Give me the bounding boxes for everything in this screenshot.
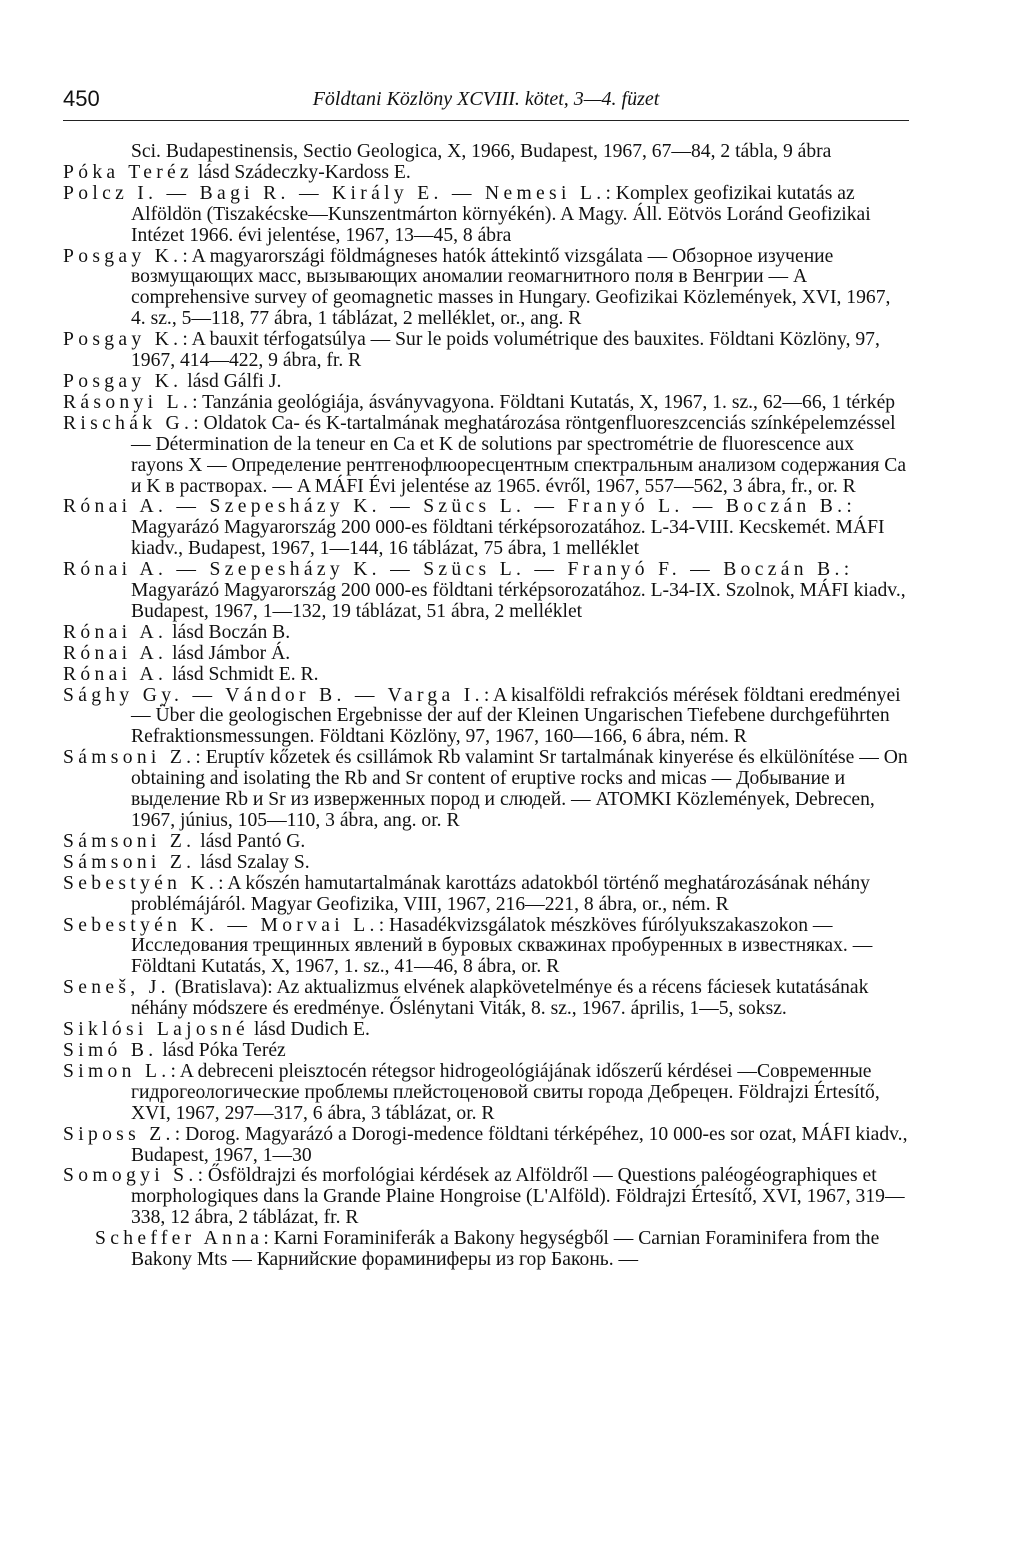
entry-text: lásd Póka Teréz	[157, 1039, 286, 1061]
entry-author: Sebestyén K. — Morvai L.	[63, 914, 379, 936]
entry-text: Sci. Budapestinensis, Sectio Geologica, X, 1966, Budapest, 1967, 67—84, 2 tábla, 9 ábra	[131, 141, 832, 162]
entry-text: : A bauxit térfogatsúlya — Sur le poids volumétrique des bauxites. Földtani Közlöny, 97, 1967, 414—422, 9 ábra, fr. R	[131, 329, 880, 372]
bibliography-entry	[63, 184, 909, 247]
bibliography-entry	[63, 330, 909, 372]
entry-author: Rónai A.	[63, 663, 168, 685]
bibliography-entry	[63, 372, 909, 393]
entry-text: lásd Pantó G.	[195, 830, 306, 852]
entry-author: Rónai A.	[63, 621, 168, 643]
entry-text: : A kisalföldi refrakciós mérések földtani eredményei — Über die geologischen Ergebnisse der auf der Kleinen Ungarischen Tiefebene durchgeführten Refraktionsmessungen. Földtani Közlöny, 97, 1967, 160—166, 6 ábra, ném. R	[131, 684, 901, 748]
bibliography-entry	[63, 1062, 909, 1125]
bibliography-entry	[63, 560, 909, 623]
entry-text: (Bratislava): Az aktualizmus elvének alapkövetelménye és a récens fáciesek kutatásának néhány módszere és eredménye. Őslénytani Viták, 8. sz., 1967. április, 1—5, soksz.	[131, 977, 869, 1020]
running-title: Földtani Közlöny XCVIII. kötet, 3—4. füzet	[312, 88, 660, 110]
entry-text: lásd Szalay S.	[195, 851, 310, 873]
entry-author: Simó B.	[63, 1039, 158, 1061]
entry-author: Rischák G.	[63, 412, 194, 434]
entry-author: Seneš, J.	[63, 977, 170, 999]
bibliography-entry	[63, 832, 909, 853]
entry-text: : Hasadékvizsgálatok mészköves fúrólyukszakaszokon — Исследования трещинных явлений в буровых скважинах пробуренных в известняках. — Földtani Kutatás, X, 1967, 1. sz., 41—46, 8 ábra, or. R	[131, 914, 873, 978]
bibliography-entry	[63, 393, 909, 414]
bibliography-entry	[63, 1166, 909, 1229]
entry-author: Scheffer Anna	[95, 1228, 264, 1250]
entry-text: : Dorog. Magyarázó a Dorogi-medence földtani térképéhez, 10 000-es sor ozat, MÁFI kiadv., Budapest, 1967, 1—30	[131, 1123, 908, 1166]
entry-text: : Karni Foraminiferák a Bakony hegységből — Carnian Foraminifera from the Bakony Mts — Карнийские фораминиферы из гор Баконь. —	[131, 1228, 880, 1271]
entry-author: Siposs Z.	[63, 1123, 175, 1145]
entry-text: lásd Schmidt E. R.	[167, 663, 319, 685]
entry-author: Sághy Gy. — Vándor B. — Varga I.	[63, 684, 484, 706]
entry-text: : A magyarországi földmágneses hatók áttekintő vizsgálata — Обзорное изучение возмущающих масс, вызывающих аномалии геомагнитного поля в Венгрии — A comprehensive survey of geomagnetic masses in Hungary. Geofizikai Közlemények, XVI, 1967, 4. sz., 5—118, 77 ábra, 1 táblázat, 2 melléklet, or., ang. R	[131, 245, 891, 330]
bibliography-entry	[63, 916, 909, 979]
bibliography-entry	[63, 1020, 909, 1041]
entry-text: : Ősföldrajzi és morfológiai kérdések az Alföldről — Questions paléogéographiques et morphologiques dans la Grande Plaine Hongroise (L'Alföld). Földrajzi Értesítő, XVI, 1967, 319—338, 12 ábra, 2 táblázat, fr. R	[131, 1165, 905, 1229]
entry-author: Siklósi Lajosné	[63, 1019, 250, 1041]
bibliography-entry	[63, 414, 909, 498]
entry-text: : Magyarázó Magyarország 200 000-es földtani térképsorozatához. L-34-VIII. Kecskemét. MÁFI kiadv., Budapest, 1967, 1—144, 16 táblázat, 75 ábra, 1 melléklet	[131, 496, 885, 560]
entry-author: Sámsoni Z.	[63, 830, 196, 852]
bibliography-entry	[63, 853, 909, 874]
entry-text: : Tanzánia geológiája, ásványvagyona. Földtani Kutatás, X, 1967, 1. sz., 62—66, 1 térkép	[192, 391, 896, 413]
bibliography-entry	[63, 497, 909, 560]
entry-author: Rónai A. — Szepesházy K. — Szücs L. — Franyó F. — Boczán B.	[63, 559, 844, 581]
bibliography-entry	[63, 1125, 909, 1167]
entry-author: Posgay K.	[63, 245, 183, 267]
entry-author: Polcz I. — Bagi R. — Király E. — Nemesi L.	[63, 182, 606, 204]
entry-author: Somogyi S.	[63, 1165, 198, 1187]
header-rule	[63, 120, 909, 121]
entry-text: lásd Szádeczky-Kardoss E.	[193, 161, 411, 183]
entry-text: : A kőszén hamutartalmának karottázs adatokból történő meghatározásának néhány problémájáról. Magyar Geofizika, VIII, 1967, 216—221, 8 ábra, or., ném. R	[131, 872, 870, 915]
page-header	[63, 86, 909, 116]
bibliography-entry	[63, 665, 909, 686]
entry-author: Sámsoni Z.	[63, 747, 196, 769]
bibliography-entry	[63, 163, 909, 184]
bibliography-entry	[63, 644, 909, 665]
entry-text: : A debreceni pleisztocén rétegsor hidrogeológiájának időszerű kérdései —Современные гидрогеологические проблемы плейстоценовой свиты города Дебрецен. Földrajzi Értesítő, XVI, 1967, 297—317, 6 ábra, 3 táblázat, or. R	[131, 1060, 880, 1124]
bibliography-entry	[63, 623, 909, 644]
entry-author: Posgay K.	[63, 370, 183, 392]
bibliography-entry	[63, 1041, 909, 1062]
bibliography-entry	[63, 1229, 909, 1271]
entry-author: Rásonyi L.	[63, 391, 193, 413]
bibliography-entry	[63, 247, 909, 331]
entry-author: Sámsoni Z.	[63, 851, 196, 873]
entry-text: : Eruptív kőzetek és csillámok Rb valamint Sr tartalmának kinyerése és elkülönítése — On obtaining and isolating the Rb and Sr content of eruptive rocks and micas — Добывание и выделение Rb и Sr из изверженных пород и слюдей. — ATOMKI Közlemények, Debrecen, 1967, június, 105—110, 3 ábra, ang. or. R	[131, 747, 908, 831]
entry-author: Posgay K.	[63, 329, 183, 351]
entry-author: Simon L.	[63, 1060, 171, 1082]
page-number: 450	[63, 86, 100, 111]
bibliography-entry	[63, 748, 909, 832]
bibliography-list	[63, 142, 909, 1271]
entry-text: lásd Dudich E.	[249, 1019, 370, 1041]
bibliography-entry	[63, 874, 909, 916]
bibliography-entry	[63, 686, 909, 749]
entry-text: lásd Gálfi J.	[182, 370, 282, 392]
entry-author: Sebestyén K.	[63, 872, 219, 894]
entry-author: Rónai A.	[63, 642, 168, 664]
entry-text: lásd Boczán B.	[167, 621, 291, 643]
entry-author: Rónai A. — Szepesházy K. — Szücs L. — Franyó L. — Boczán B.	[63, 496, 847, 518]
entry-text: lásd Jámbor Á.	[167, 642, 291, 664]
entry-text: : Oldatok Ca- és K-tartalmának meghatározása röntgenfluoreszcenciás színképelemzéssel — Détermination de la teneur en Ca et K de solutions par spectrométrie de fluorescence aux rayons X — Определение рентгенофлюоресцентным спектральным анализом содержания Ca и K в растворах. — A MÁFI Évi jelentése az 1965. évről, 1967, 557—562, 3 ábra, fr., or. R	[131, 412, 907, 497]
entry-text: : Magyarázó Magyarország 200 000-es földtani térképsorozatához. L-34-IX. Szolnok, MÁFI kiadv., Budapest, 1967, 1—132, 19 táblázat, 51 ábra, 2 melléklet	[131, 559, 906, 622]
bibliography-entry	[63, 142, 909, 163]
bibliography-entry	[63, 978, 909, 1020]
entry-author: Póka Teréz	[63, 161, 194, 183]
entry-text: : Komplex geofizikai kutatás az Alföldön (Tiszakécske—Kunszentmárton környékén). A Magy. Áll. Eötvös Loránd Geofizikai Intézet 1966. évi jelentése, 1967, 13—45, 8 ábra	[131, 182, 871, 246]
